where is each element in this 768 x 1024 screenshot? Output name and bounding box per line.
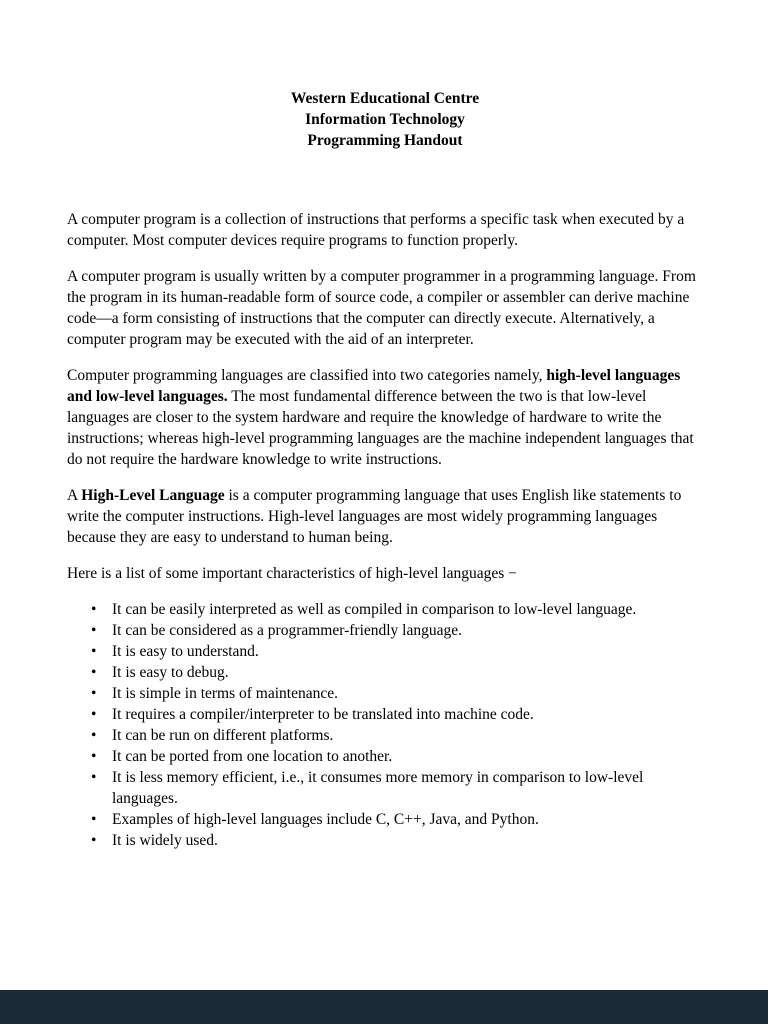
paragraph-4-text: A bbox=[67, 487, 82, 504]
list-item-text: It can be considered as a programmer-friendly language. bbox=[112, 622, 463, 639]
title-line-3: Programming Handout bbox=[307, 132, 463, 149]
list-item bbox=[91, 662, 703, 683]
list-item-text: It can be ported from one location to another. bbox=[112, 748, 393, 765]
list-item bbox=[91, 809, 703, 830]
bullet-marker: • bbox=[91, 643, 97, 660]
list-item bbox=[91, 704, 703, 725]
list-item-text: Examples of high-level languages include C, C++, Java, and Python. bbox=[112, 811, 539, 828]
list-item bbox=[91, 746, 703, 767]
list-item-text: It can be run on different platforms. bbox=[112, 727, 334, 744]
paragraph-4 bbox=[67, 485, 703, 548]
document-content bbox=[67, 88, 703, 851]
paragraph-4-text-2: is a computer programming language that uses English like statements to write the computer instructions. High-level languages are most widely programming languages because they are easy to understand to human being. bbox=[67, 487, 682, 546]
list-item-text: It is widely used. bbox=[112, 832, 218, 849]
list-item bbox=[91, 725, 703, 746]
paragraph-4-bold-text: High-Level Language bbox=[81, 487, 225, 504]
paragraph-2: A computer program is usually written by a computer programmer in a programming language. From the program in its human-readable form of source code, a compiler or assembler can derive machine code—a form consisting of instructions that the computer can directly execute. Alternatively, a computer program may be executed with the aid of an interpreter. bbox=[67, 268, 696, 348]
list-item-text: It is easy to understand. bbox=[112, 643, 259, 660]
bullet-marker: • bbox=[91, 811, 97, 828]
list-item bbox=[91, 641, 703, 662]
list-item bbox=[91, 767, 703, 809]
bullet-marker: • bbox=[91, 664, 97, 681]
list-item-text: It is less memory efficient, i.e., it consumes more memory in comparison to low-level languages. bbox=[112, 769, 644, 807]
list-item-text: It is simple in terms of maintenance. bbox=[112, 685, 338, 702]
bullet-marker: • bbox=[91, 727, 97, 744]
paragraph-3-text: Computer programming languages are classified into two categories namely, bbox=[67, 367, 547, 384]
title-line-1: Western Educational Centre bbox=[290, 90, 480, 107]
title-line-2: Information Technology bbox=[305, 111, 465, 128]
bullet-marker: • bbox=[91, 832, 97, 849]
list-item bbox=[91, 599, 703, 620]
list-item-text: It is easy to debug. bbox=[112, 664, 229, 681]
list-item bbox=[91, 620, 703, 641]
bullet-marker: • bbox=[91, 769, 97, 786]
list-item-text: It requires a compiler/interpreter to be translated into machine code. bbox=[112, 706, 534, 723]
list-item bbox=[91, 683, 703, 704]
bullet-marker: • bbox=[91, 601, 97, 618]
paragraph-5: Here is a list of some important characteristics of high-level languages − bbox=[67, 565, 517, 582]
document-title bbox=[67, 88, 703, 151]
paragraph-3-bold-text: high-level languages and low-level languages. bbox=[67, 367, 681, 405]
paragraph-1: A computer program is a collection of instructions that performs a specific task when executed by a computer. Most computer devices require programs to function properly. bbox=[67, 211, 685, 249]
paragraph-3-text-2: The most fundamental difference between the two is that low-level languages are closer to the system hardware and require the knowledge of hardware to write the instructions; whereas high-level programming languages are the machine independent languages that do not require the hardware knowledge to write instructions. bbox=[67, 388, 694, 468]
list-item bbox=[91, 830, 703, 851]
bullet-marker: • bbox=[91, 622, 97, 639]
list-item-text: It can be easily interpreted as well as compiled in comparison to low-level language. bbox=[112, 601, 637, 618]
characteristics-list bbox=[67, 599, 703, 851]
bullet-marker: • bbox=[91, 748, 97, 765]
viewer-footer-bar bbox=[0, 990, 768, 1024]
paragraph-3 bbox=[67, 365, 703, 470]
bullet-marker: • bbox=[91, 706, 97, 723]
bullet-marker: • bbox=[91, 685, 97, 702]
